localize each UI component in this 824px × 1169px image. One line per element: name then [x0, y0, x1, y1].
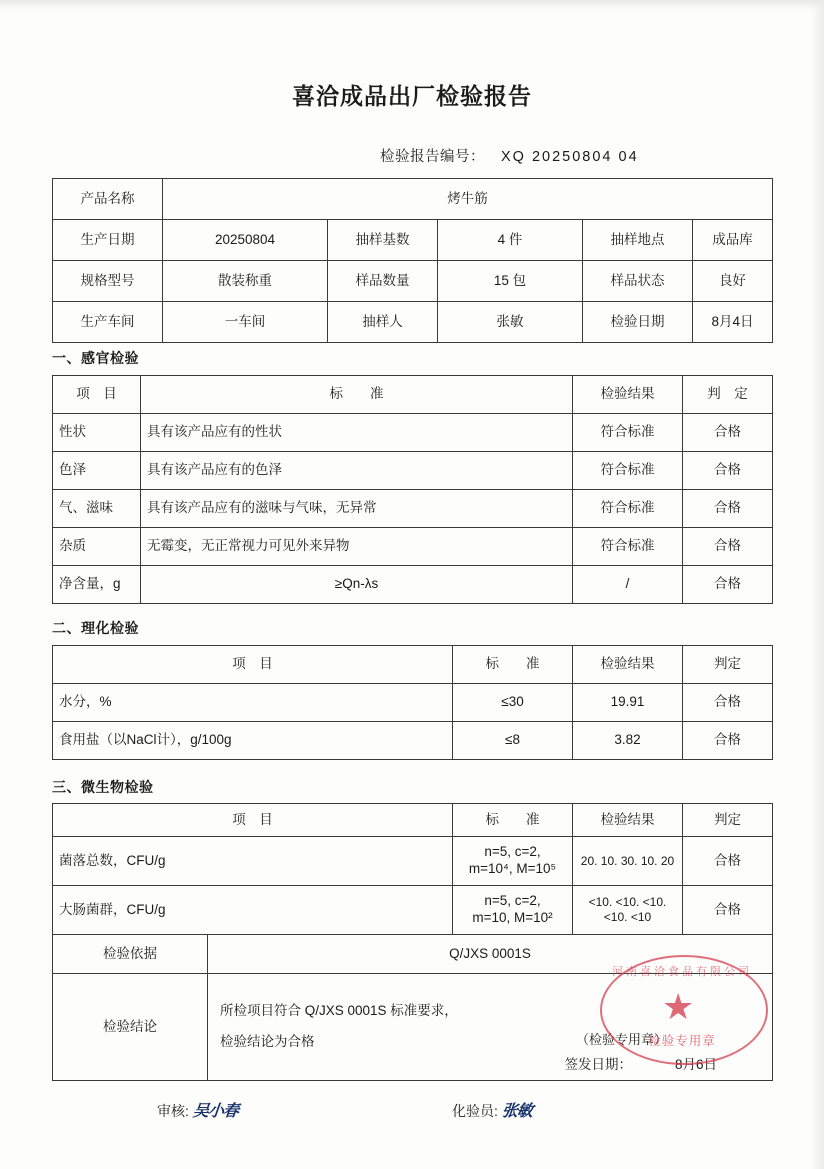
cell-label: 抽样地点 [583, 220, 693, 261]
conclusion-body [208, 974, 773, 1081]
col-header-result: 检验结果 [573, 376, 683, 414]
table-row [53, 684, 773, 722]
col-header-result: 检验结果 [573, 646, 683, 684]
cell-verdict: 合格 [683, 414, 773, 452]
cell-verdict: 合格 [683, 837, 773, 886]
cell-item: 大肠菌群，CFU/g [53, 886, 453, 935]
cell-result: 符合标准 [573, 414, 683, 452]
physchem-table [52, 645, 773, 760]
cell-value: 一车间 [163, 302, 328, 343]
col-header-item: 项 目 [53, 646, 453, 684]
cell-value: 8月4日 [693, 302, 773, 343]
cell-result: 3.82 [573, 722, 683, 760]
basis-label: 检验依据 [53, 935, 208, 974]
cell-verdict: 合格 [683, 886, 773, 935]
cell-result: / [573, 566, 683, 604]
table-row [53, 452, 773, 490]
cell-value: 20250804 [163, 220, 328, 261]
sensory-table [52, 375, 773, 604]
cell-item: 净含量，g [53, 566, 141, 604]
seal-bottom-text: 检验专用章 [648, 1034, 716, 1048]
cell-label: 规格型号 [53, 261, 163, 302]
conclusion-label: 检验结论 [53, 974, 208, 1081]
col-header-item: 项 目 [53, 804, 453, 837]
cell-value: 张敏 [438, 302, 583, 343]
cell-item: 水分，% [53, 684, 453, 722]
conclusion-line-1: 所检项目符合 Q/JXS 0001S 标准要求， [220, 1003, 458, 1019]
seal-company-text: 河南喜洽食品有限公司 [612, 966, 752, 978]
cell-verdict: 合格 [683, 684, 773, 722]
cell-verdict: 合格 [683, 490, 773, 528]
cell-label: 样品数量 [328, 261, 438, 302]
star-icon: ★ [662, 986, 695, 1027]
table-row [53, 490, 773, 528]
product-name-label: 产品名称 [53, 179, 163, 220]
cell-standard: 具有该产品应有的滋味与气味，无异常 [141, 490, 573, 528]
tester-signature [452, 1098, 532, 1121]
cell-standard [453, 886, 573, 935]
basis-value: Q/JXS 0001S [208, 935, 773, 974]
col-header-result: 检验结果 [573, 804, 683, 837]
cell-standard: 具有该产品应有的色泽 [141, 452, 573, 490]
cell-label: 生产日期 [53, 220, 163, 261]
cell-result: 20. 10. 30. 10. 20 [573, 837, 683, 886]
conclusion-line-2: 检验结论为合格 [220, 1034, 315, 1049]
cell-standard: 具有该产品应有的性状 [141, 414, 573, 452]
col-header-standard: 标 准 [453, 646, 573, 684]
page-title: 喜洽成品出厂检验报告 [292, 84, 532, 110]
cell-standard [453, 837, 573, 886]
issue-date-label: 签发日期： [564, 1057, 632, 1073]
cell-label: 样品状态 [583, 261, 693, 302]
cell-value: 成品库 [693, 220, 773, 261]
standard-line-1: n=5, c=2, [484, 844, 541, 860]
table-header-row [53, 804, 773, 837]
section-heading-sensory: 一、感官检验 [52, 350, 139, 366]
micro-table [52, 803, 773, 1081]
stamp-note: （检验专用章） [575, 1032, 667, 1047]
table-row [53, 220, 773, 261]
col-header-item: 项 目 [53, 376, 141, 414]
cell-result: <10. <10. <10. <10. <10 [573, 886, 683, 935]
cell-standard: ≤8 [453, 722, 573, 760]
table-row [53, 837, 773, 886]
cell-item: 菌落总数，CFU/g [53, 837, 453, 886]
cell-label: 生产车间 [53, 302, 163, 343]
table-row [53, 886, 773, 935]
cell-result: 19.91 [573, 684, 683, 722]
scan-edge-top [0, 0, 824, 10]
cell-verdict: 合格 [683, 528, 773, 566]
standard-line-1: n=5, c=2, [484, 893, 541, 909]
col-header-standard: 标 准 [453, 804, 573, 837]
table-row [53, 566, 773, 604]
col-header-verdict: 判定 [683, 646, 773, 684]
table-row [53, 935, 773, 974]
cell-result: 符合标准 [573, 528, 683, 566]
cell-verdict: 合格 [683, 722, 773, 760]
report-number-value: XQ 20250804 04 [501, 149, 639, 165]
cell-value: 良好 [693, 261, 773, 302]
cell-value: 散装称重 [163, 261, 328, 302]
cell-value: 15 包 [438, 261, 583, 302]
product-name-value: 烤牛筋 [163, 179, 773, 220]
cell-standard: ≥Qn-λs [141, 566, 573, 604]
standard-line-2: m=10⁴, M=10⁵ [468, 861, 557, 876]
cell-verdict: 合格 [683, 452, 773, 490]
audit-signature-value: 吴小春 [191, 1101, 239, 1120]
table-row [53, 414, 773, 452]
table-header-row [53, 376, 773, 414]
tester-label: 化验员: [452, 1103, 498, 1119]
table-header-row [53, 646, 773, 684]
header-table [52, 178, 773, 343]
audit-label: 审核: [157, 1103, 189, 1119]
cell-item: 性状 [53, 414, 141, 452]
table-row [53, 179, 773, 220]
cell-label: 抽样人 [328, 302, 438, 343]
section-heading-physchem: 二、理化检验 [52, 620, 139, 636]
report-number [380, 145, 639, 166]
table-row [53, 722, 773, 760]
cell-value: 4 件 [438, 220, 583, 261]
cell-item: 色泽 [53, 452, 141, 490]
col-header-verdict: 判定 [683, 804, 773, 837]
audit-signature [157, 1098, 238, 1121]
table-row [53, 974, 773, 1081]
standard-line-2: m=10, M=10² [472, 910, 553, 925]
col-header-verdict: 判 定 [683, 376, 773, 414]
scan-edge-right [810, 0, 824, 1169]
cell-label: 抽样基数 [328, 220, 438, 261]
tester-signature-value: 张敏 [500, 1101, 533, 1120]
table-row [53, 302, 773, 343]
cell-standard: 无霉变，无正常视力可见外来异物 [141, 528, 573, 566]
section-heading-micro: 三、微生物检验 [52, 779, 154, 795]
cell-label: 检验日期 [583, 302, 693, 343]
cell-verdict: 合格 [683, 566, 773, 604]
cell-item: 食用盐（以NaCl计），g/100g [53, 722, 453, 760]
col-header-standard: 标 准 [141, 376, 573, 414]
issue-date-value: 8月6日 [674, 1057, 717, 1073]
cell-item: 杂质 [53, 528, 141, 566]
table-row [53, 528, 773, 566]
cell-item: 气、滋味 [53, 490, 141, 528]
cell-result: 符合标准 [573, 490, 683, 528]
report-number-label: 检验报告编号： [380, 149, 485, 165]
cell-result: 符合标准 [573, 452, 683, 490]
cell-standard: ≤30 [453, 684, 573, 722]
table-row [53, 261, 773, 302]
